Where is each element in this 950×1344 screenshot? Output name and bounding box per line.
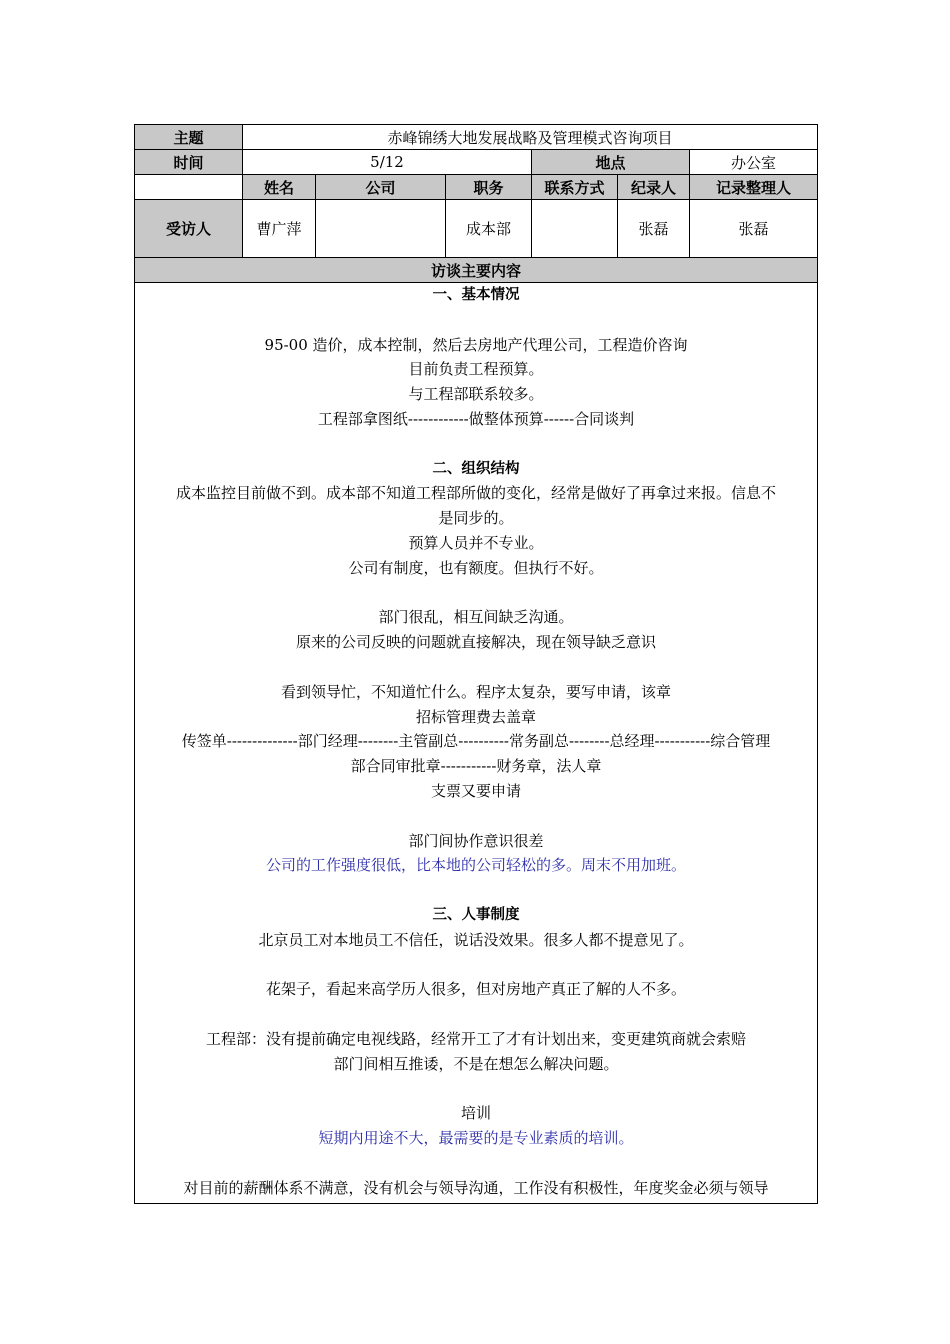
section-title: 访谈主要内容 <box>135 258 818 283</box>
note-line: 目前负责工程预算。 <box>408 360 544 379</box>
section-heading-organization: 二、组织结构 <box>432 460 520 477</box>
note-line: 支票又要申请 <box>431 781 522 800</box>
interview-notes <box>135 283 817 1200</box>
note-line: 是同步的。 <box>438 509 514 528</box>
interviewee-company <box>316 200 446 258</box>
time-label: 时间 <box>135 150 243 175</box>
interviewee-row <box>135 200 818 258</box>
interview-record-form <box>134 124 817 1204</box>
note-line: 花架子，看起来高学历人很多，但对房地产真正了解的人不多。 <box>266 980 687 999</box>
interview-table <box>134 124 818 1204</box>
time-value: 5/12 <box>243 150 532 175</box>
note-line: 原来的公司反映的问题就直接解决，现在领导缺乏意识 <box>296 633 657 652</box>
note-line: 部合同审批章-----------财务章，法人章 <box>350 757 602 776</box>
col-contact: 联系方式 <box>532 175 618 200</box>
col-organizer: 记录整理人 <box>690 175 818 200</box>
note-line: 对目前的薪酬体系不满意，没有机会与领导沟通，工作没有积极性，年度奖金必须与领导 <box>183 1178 769 1197</box>
interviewee-recorder: 张磊 <box>618 200 690 258</box>
note-line: 预算人员并不专业。 <box>408 533 544 552</box>
col-position: 职务 <box>446 175 532 200</box>
topic-row <box>135 125 818 150</box>
interviewee-contact <box>532 200 618 258</box>
blank-cell <box>135 175 243 200</box>
note-line: 招标管理费去盖章 <box>416 707 537 726</box>
interviewee-label: 受访人 <box>135 200 243 258</box>
note-line: 工程部拿图纸------------做整体预算------合同谈判 <box>317 409 635 428</box>
highlighted-note-line: 短期内用途不大，最需要的是专业素质的培训。 <box>318 1129 634 1148</box>
section-title-row <box>135 258 818 283</box>
note-line: 培训 <box>461 1104 492 1123</box>
note-line: 看到领导忙，不知道忙什么。程序太复杂，要写申请，该章 <box>281 682 672 701</box>
note-line: 传签单--------------部门经理--------主管副总----------常务副总--------总经理-----------综合管理 <box>181 732 771 751</box>
location-value: 办公室 <box>690 150 818 175</box>
note-line: 公司有制度，也有额度。但执行不好。 <box>348 558 604 577</box>
topic-label: 主题 <box>135 125 243 150</box>
section-heading-basic: 一、基本情况 <box>432 287 520 303</box>
content-cell <box>135 283 818 1204</box>
col-recorder: 纪录人 <box>618 175 690 200</box>
section-heading-hr: 三、人事制度 <box>432 906 520 923</box>
col-name: 姓名 <box>243 175 316 200</box>
note-line: 北京员工对本地员工不信任，说话没效果。很多人都不提意见了。 <box>258 930 694 949</box>
note-line: 部门间相互推诿，不是在想怎么解决问题。 <box>333 1054 619 1073</box>
interviewee-position: 成本部 <box>446 200 532 258</box>
column-header-row <box>135 175 818 200</box>
interviewee-name: 曹广萍 <box>243 200 316 258</box>
note-line: 工程部：没有提前确定电视线路，经常开工了才有计划出来，变更建筑商就会索赔 <box>206 1029 747 1048</box>
time-row <box>135 150 818 175</box>
interviewee-organizer: 张磊 <box>690 200 818 258</box>
topic-value: 赤峰锦绣大地发展战略及管理模式咨询项目 <box>243 125 818 150</box>
note-line: 与工程部联系较多。 <box>408 385 544 404</box>
note-line: 成本监控目前做不到。成本部不知道工程部所做的变化，经常是做好了再拿过来报。信息不 <box>176 484 777 503</box>
note-line: 95-00 造价，成本控制，然后去房地产代理公司，工程造价咨询 <box>264 335 688 354</box>
highlighted-note-line: 公司的工作强度很低，比本地的公司轻松的多。周末不用加班。 <box>266 856 687 875</box>
location-label: 地点 <box>532 150 690 175</box>
col-company: 公司 <box>316 175 446 200</box>
content-row <box>135 283 818 1204</box>
note-line: 部门间协作意识很差 <box>408 831 544 850</box>
note-line: 部门很乱，相互间缺乏沟通。 <box>378 608 574 627</box>
